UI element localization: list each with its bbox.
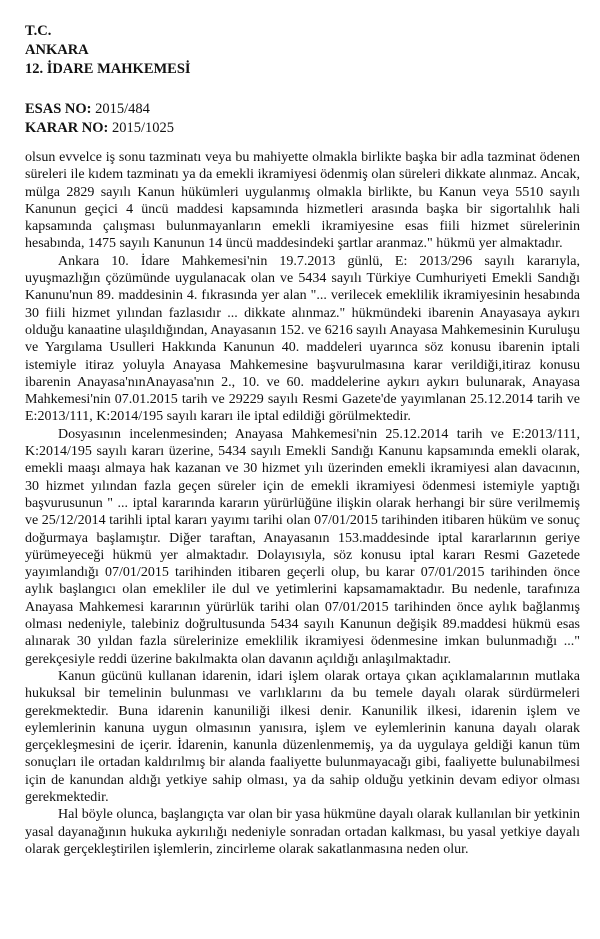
court-header bbox=[25, 22, 580, 79]
karar-number bbox=[25, 119, 580, 138]
paragraph: Ankara 10. İdare Mahkemesi'nin 19.7.2013 günlü, E: 2013/296 sayılı kararıyla, uyuşmazlığın çözümünde uygulanacak olan ve 5434 sayılı Türkiye Cumhuriyeti Emekli Sandığı Kanunu'nun 89. maddesinin 4. fıkrasında yer alan "... verilecek emeklilik ikramiyesinin hesabında 30 fiili hizmet yılından fazlasıdır ... dikkate alınmaz." hükmündeki ibarenin Anayasaya aykırı olduğu kanaatine ulaşıldığından, Anayasanın 152. ve 6216 sayılı Anayasa Mahkemesinin Kuruluşu ve Yargılama Usulleri Hakkında Kanunun 40. maddeleri uyarınca söz konusu ibarenin iptali istemiyle itiraz yoluyla Anayasa Mahkemesine başvurulmasına karar verildiği,itiraz konusu ibarenin Anayasa'nınAnayasa'nın 2., 10. ve 60. maddelerine aykırı aykırı bulunarak, Anayasa Mahkemesi'nin 07.01.2015 tarih ve 29229 sayılı Resmi Gazete'de yayımlanan 25.12.2014 tarih ve E:2013/111, K:2014/195 sayılı kararı ile iptal edildiği görülmektedir. bbox=[25, 253, 580, 425]
esas-value: 2015/484 bbox=[95, 101, 150, 117]
paragraph: Hal böyle olunca, başlangıçta var olan bir yasa hükmüne dayalı olarak kullanılan bir yetkinin yasal dayanağının hukuka aykırılığı nedeniyle sonradan ortadan kalkması, bu yasal yetkiye dayalı olarak gerçekleştirilen işlemlerin, zincirleme olarak sakatlanmasına neden olur. bbox=[25, 807, 580, 857]
document-body bbox=[25, 149, 580, 858]
city-name: ANKARA bbox=[25, 42, 89, 58]
esas-number bbox=[25, 100, 580, 119]
esas-label: ESAS NO: bbox=[25, 101, 92, 117]
case-numbers bbox=[25, 100, 580, 138]
paragraph: Dosyasının incelenmesinden; Anayasa Mahkemesi'nin 25.12.2014 tarih ve E:2013/111, K:2014/195 sayılı kararı üzerine, 5434 sayılı Emekli Sandığı Kanunu kapsamında emekli olarak, emekli maaşı almaya hak kazanan ve 30 hizmet yılı üzerinden emekli ikramiyesi alan davacının, 30 hizmet yılından fazla geçen süreler için de emekli ikramiyesi ödenmesi istemiyle yaptığı başvurusunun " ... iptal kararında kararın yürürlüğüne ilişkin olarak herhangi bir süre verilmemiş ve 25/12/2014 tarihli iptal kararı yayımı tarihi olan 07/01/2015 tarihinden itibaren hüküm ve sonuç doğurmaya başlamıştır. Diğer taraftan, Anayasanın 153.maddesinde iptal kararlarının geriye yürümeyeceği hükmü yer almaktadır. Dolayısıyla, söz konusu iptal kararı Resmi Gazetede yayımlandığı 07/01/2015 tarihinden itibaren geçerli olup, bu karar 07/01/2015 tarihinden önce aylık başlangıcı olan emekliler ile dul ve yetimlerini kapsamamaktadır. Bu nedenle, tarafınıza Anayasa Mahkemesi kararının yürürlük tarihi olan 07/01/2015 tarihinden önce aylık bağlanmış olması nedeniyle, talebiniz doğrultusunda 5434 sayılı Kanunun değişik 89.maddesi hükmü esas alınarak 30 yıldan fazla sürelerinize emeklilik ikramiyesi ödenmesine imkan bulunmadığı ..." gerekçesiyle reddi üzerine bakılmakta olan davanın açıldığı anlaşılmaktadır. bbox=[25, 426, 580, 667]
paragraph: olsun evvelce iş sonu tazminatı veya bu mahiyette olmakla birlikte başka bir adla tazminat ödenen süreleri ile kıdem tazminatı ya da emekli ikramiyesi ödenmiş olan süreleri dikkate alınmaz. Ancak, mülga 2829 sayılı Kanun hükümleri uygulanmış olmakla birlikte, bu Kanun veya 5510 sayılı Kanunun geçici 4 üncü maddesi kapsamında hizmetleri arasında başka bir sigortalılık hali kapsamında çalışması bulunmayanların emekli ikramiyesine esas fiili hizmet sürelerinin hesabında, 1475 sayılı Kanunun 14 üncü maddesindeki şartlar aranmaz." hükmü yer almaktadır. bbox=[25, 150, 580, 252]
court-name: 12. İDARE MAHKEMESİ bbox=[25, 61, 191, 77]
karar-value: 2015/1025 bbox=[112, 120, 175, 136]
document-page bbox=[25, 22, 580, 858]
country-abbreviation: T.C. bbox=[25, 23, 52, 39]
karar-label: KARAR NO: bbox=[25, 120, 109, 136]
paragraph: Kanun gücünü kullanan idarenin, idari işlem olarak ortaya çıkan açıklamalarının mutlaka hukuksal bir temelinin bulunması ve varlıklarını da bu temele dayalı olarak sürdürmeleri gerekmektedir. Buna idarenin kanuniliği ilkesi denir. Kanunilik ilkesi, idarenin işlem ve eylemlerinin kanuna uygun olmasının yanısıra, işlem ve eylemlerinin kanuna dayalı olarak gerçekleşmesini de içerir. İdarenin, kanunla düzenlenmemiş, ya da uygulaya geldiği kanun tüm sonuçları ile ortadan kaldırılmış bir alanda faaliyette bulunmayacağı gibi, faaliyette bulunabilmesi için de kanundan aldığı yetkiye sahip olması, ya da sahip olduğu yetkinin devam ediyor olması gerekmektedir. bbox=[25, 668, 580, 805]
